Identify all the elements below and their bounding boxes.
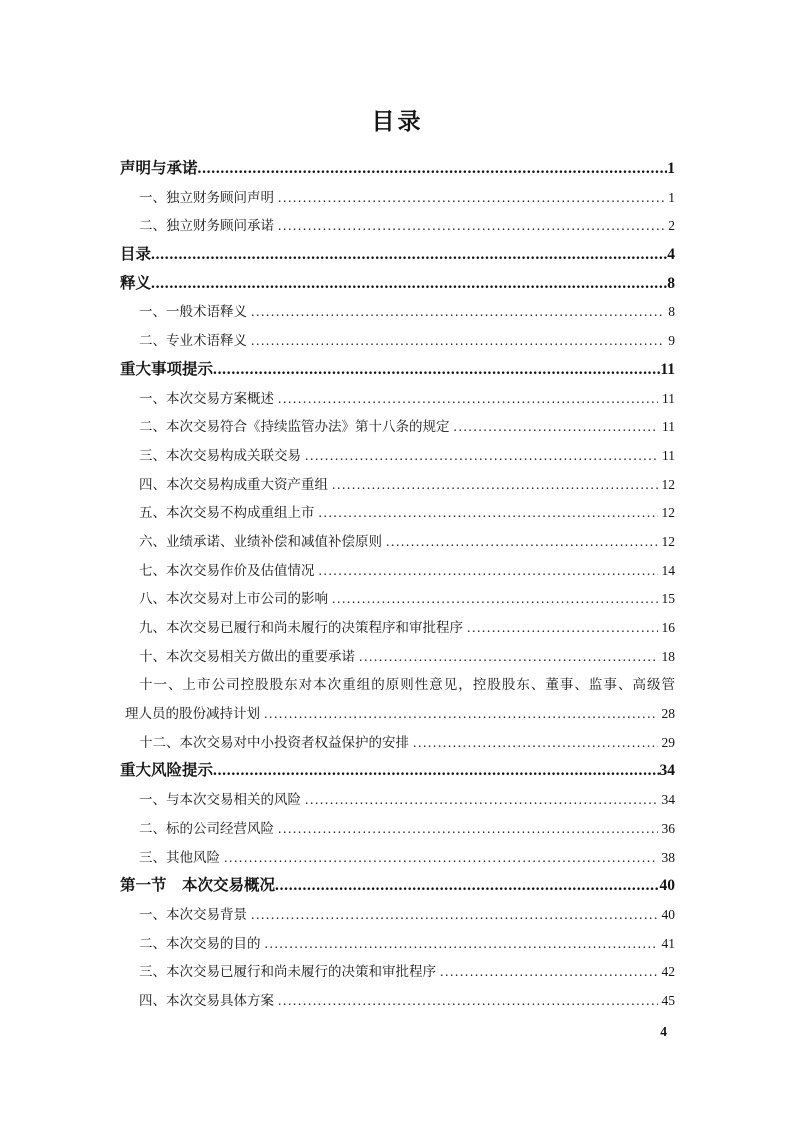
toc-leader-dots: [305, 786, 658, 815]
toc-entry-page-number: 8: [667, 274, 675, 292]
toc-entry-row: [120, 212, 675, 241]
toc-entry-page-number: 18: [661, 648, 675, 664]
toc-leader-dots: [278, 385, 658, 414]
toc-entry-label: 一、本次交易背景: [139, 906, 247, 922]
toc-entry-page-number: 40: [661, 906, 675, 922]
toc-entry-label: 九、本次交易已履行和尚未履行的决策程序和审批程序: [139, 620, 463, 635]
toc-entry-page-number: 34: [661, 792, 675, 808]
toc-entry-label: 第一节 本次交易概况: [120, 877, 276, 895]
toc-leader-dots: [251, 901, 658, 930]
toc-leader-dots: [278, 815, 658, 844]
toc-leader-dots: [413, 729, 658, 758]
toc-leader-dots: [386, 528, 658, 557]
toc-entry-row: [120, 958, 675, 987]
toc-entry-label: 四、本次交易具体方案: [139, 992, 274, 1008]
toc-entry-label: 七、本次交易作价及估值情况: [139, 562, 315, 578]
toc-entry-page-number: 36: [661, 820, 675, 836]
toc-heading-row: [120, 241, 675, 270]
toc-entry-page-number: 40: [659, 877, 675, 895]
toc-entry-row: [120, 643, 675, 672]
toc-leader-dots: [319, 499, 658, 528]
toc-entry-row: [120, 844, 675, 873]
toc-entry-page-number: 38: [661, 849, 675, 865]
toc-leader-dots: [332, 585, 658, 614]
toc-entry-label: 重大事项提示: [120, 360, 214, 378]
toc-entry-label: 声明与承诺: [120, 160, 198, 177]
toc-entry-row: [120, 471, 675, 500]
toc-entry-page-number: 41: [661, 935, 675, 951]
toc-entry-label: 二、标的公司经营风险: [139, 820, 274, 836]
toc-entry-row: [120, 499, 675, 528]
toc-leader-dots: [151, 241, 667, 270]
toc-entry-label: 二、本次交易符合《持续监管办法》第十八条的规定: [139, 419, 450, 435]
toc-entry-page-number: 14: [661, 562, 675, 578]
toc-entry-page-number: 29: [661, 734, 675, 750]
toc-entry-row: [120, 298, 675, 327]
toc-entry-label: 四、本次交易构成重大资产重组: [139, 476, 328, 492]
toc-entry-row: [120, 557, 675, 586]
toc-entry-page-number: 45: [661, 992, 675, 1008]
toc-entry-label: 十、本次交易相关方做出的重要承诺: [139, 648, 355, 664]
toc-leader-dots: [278, 212, 664, 241]
toc-entry-label: 一、本次交易方案概述: [139, 390, 274, 406]
toc-list: [120, 155, 675, 1016]
toc-leader-dots: [454, 413, 659, 442]
toc-entry-label: 一、独立财务顾问声明: [139, 189, 274, 205]
toc-leader-dots: [213, 356, 660, 385]
toc-entry-label: 一、一般术语释义: [139, 304, 247, 320]
toc-leader-dots: [224, 844, 658, 873]
toc-entry-page-number: 16: [661, 620, 675, 635]
toc-leader-dots: [265, 930, 658, 959]
toc-heading-row: [120, 270, 675, 299]
toc-entry-page-number: 42: [661, 964, 675, 980]
toc-entry-label: 释义: [120, 274, 152, 292]
toc-entry-label: 目录: [120, 246, 152, 264]
toc-entry-row: [120, 729, 675, 758]
toc-entry-row: [120, 327, 675, 356]
toc-entry-page-number: 28: [661, 706, 675, 722]
footer-page-number: 4: [660, 1024, 667, 1039]
toc-heading-row: [120, 155, 675, 184]
toc-entry-label: 重大风险提示: [120, 762, 214, 780]
toc-entry-label: 六、业绩承诺、业绩补偿和减值补偿原则: [139, 533, 382, 549]
toc-leader-dots: [440, 958, 658, 987]
toc-entry-page-number: 8: [668, 304, 675, 320]
toc-entry-row: [120, 700, 675, 729]
toc-entry-label: 五、本次交易不构成重组上市: [139, 505, 315, 521]
toc-entry-row: [120, 413, 675, 442]
toc-heading-row: [120, 872, 675, 901]
toc-entry-page-number: 1: [668, 189, 675, 205]
toc-entry-page-number: 4: [667, 246, 675, 264]
toc-leader-dots: [264, 700, 658, 729]
toc-entry-label: 三、本次交易已履行和尚未履行的决策和审批程序: [139, 964, 436, 980]
toc-entry-row: [120, 385, 675, 414]
toc-heading-row: [120, 757, 675, 786]
toc-entry-label: 十一、上市公司控股股东对本次重组的原则性意见，控股股东、董事、监事、高级管: [139, 677, 675, 693]
toc-entry-label: 一、与本次交易相关的风险: [139, 792, 301, 808]
toc-leader-dots: [278, 987, 658, 1016]
toc-leader-dots: [251, 327, 664, 356]
toc-entry-page-number: 34: [659, 762, 675, 780]
toc-leader-dots: [251, 298, 664, 327]
toc-entry-row: [120, 528, 675, 557]
toc-entry-page-number: 11: [662, 419, 675, 435]
toc-entry-page-number: 2: [668, 218, 675, 234]
toc-entry-page-number: 9: [668, 333, 675, 349]
toc-entry-label: 八、本次交易对上市公司的影响: [139, 591, 328, 607]
toc-leader-dots: [467, 614, 658, 643]
toc-leader-dots: [151, 270, 667, 299]
toc-leader-dots: [275, 872, 659, 901]
toc-entry-row: [120, 930, 675, 959]
toc-entry-page-number: 1: [667, 160, 675, 177]
toc-entry-page-number: 12: [661, 476, 675, 492]
toc-entry-row: [120, 184, 675, 213]
toc-entry-row: [120, 987, 675, 1016]
toc-entry-page-number: 11: [662, 390, 675, 406]
toc-entry-label: 二、专业术语释义: [139, 333, 247, 349]
toc-entry-row: [120, 442, 675, 471]
toc-entry-page-number: 11: [662, 447, 675, 463]
toc-entry-label: 十二、本次交易对中小投资者权益保护的安排: [139, 734, 409, 750]
toc-entry-page-number: 12: [661, 505, 675, 521]
toc-leader-dots: [319, 557, 658, 586]
toc-leader-dots: [213, 757, 659, 786]
toc-entry-label: 二、独立财务顾问承诺: [139, 218, 274, 234]
toc-entry-row: [120, 901, 675, 930]
toc-leader-dots: [305, 442, 658, 471]
toc-entry-row: [120, 585, 675, 614]
toc-entry-row: [120, 671, 675, 700]
toc-entry-row: [120, 614, 675, 643]
toc-entry-label: 三、本次交易构成关联交易: [139, 447, 301, 463]
toc-entry-row: [120, 786, 675, 815]
toc-entry-label: 二、本次交易的目的: [139, 935, 261, 951]
toc-heading-row: [120, 356, 675, 385]
toc-leader-dots: [198, 155, 668, 184]
toc-entry-row: [120, 815, 675, 844]
toc-entry-label: 三、其他风险: [139, 849, 220, 865]
toc-leader-dots: [332, 471, 658, 500]
toc-leader-dots: [359, 643, 658, 672]
page-title: 目录: [371, 109, 424, 134]
toc-entry-page-number: 15: [661, 591, 675, 607]
toc-entry-page-number: 11: [660, 360, 675, 378]
toc-leader-dots: [278, 184, 664, 213]
toc-entry-label: 理人员的股份减持计划: [125, 706, 260, 722]
toc-entry-page-number: 12: [661, 533, 675, 549]
